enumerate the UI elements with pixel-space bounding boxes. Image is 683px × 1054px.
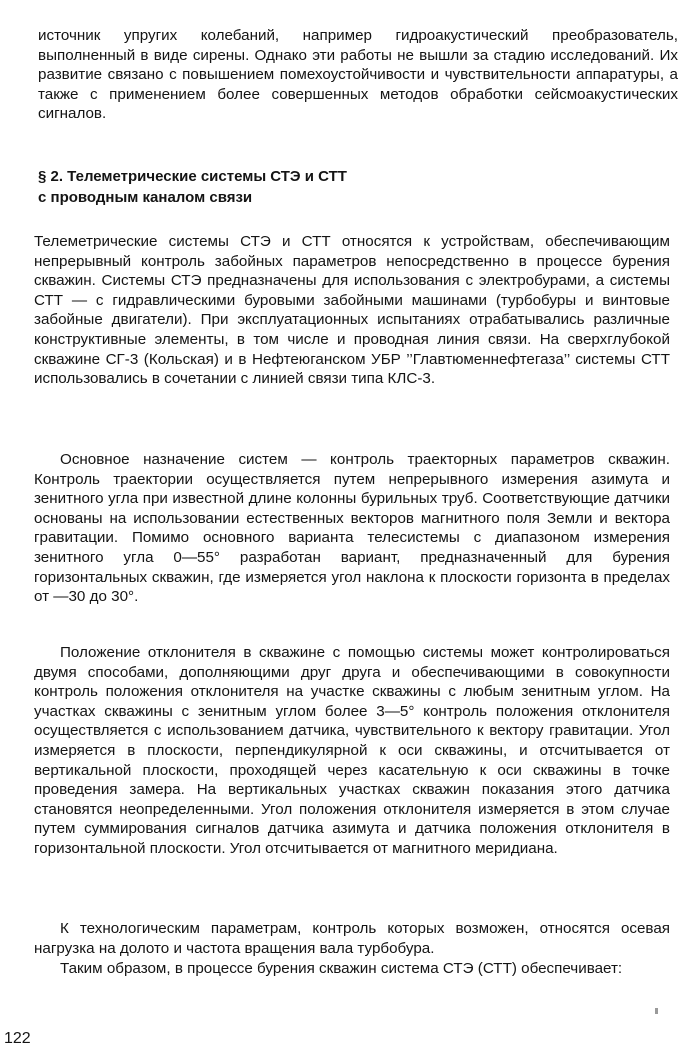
page-number: 122 — [4, 1030, 31, 1047]
scan-artifact — [655, 1008, 658, 1014]
section-heading-line-1: § 2. Телеметрические системы СТЭ и СТТ — [38, 168, 347, 185]
paragraph-systems-overview: Телеметрические системы СТЭ и СТТ относятся к устройствам, обеспечивающим непрерывный контроль забойных параметров непосредственно в процессе бурения скважин. Системы СТЭ предназначены для использования с электробурами, а системы СТТ — с гидравлическими буровыми забойными машинами (турбобуры и винтовые забойные двигатели). При эксплуатационных испытаниях отрабатывались различные конструктивные элементы, в том числе и проводная линия связи. На сверхглубокой скважине СГ-3 (Кольская) и в Нефтеюганском УБР ’’Главтюменнефтегаза’’ системы СТТ использовались в сочетании с линией связи типа КЛС-3. — [34, 233, 670, 388]
paragraph-intro-continuation: источник упругих колебаний, например гидроакустический преобразователь, выполненный в виде сирены. Однако эти работы не вышли за стадию исследований. Их развитие связано с повышением помехоустойчивости и чувствительности аппаратуры, а также с применением более совершенных методов обработки сейсмоакустических сигналов. — [38, 27, 678, 123]
paragraph-summary-lead: Таким образом, в процессе бурения скважин система СТЭ (СТТ) обеспечивает: — [60, 960, 623, 977]
section-heading-line-2: с проводным каналом связи — [38, 189, 253, 206]
paragraph-technological-parameters: К технологическим параметрам, контроль которых возможен, относятся осевая нагрузка на долото и частота вращения вала турбобура. — [34, 920, 670, 957]
paragraph-purpose: Основное назначение систем — контроль траекторных параметров скважин. Контроль траектории осуществляется путем непрерывного измерения азимута и зенитного угла при известной длине колонны бурильных труб. Соответствующие датчики основаны на использовании естественных векторов магнитного поля Земли и вектора гравитации. Помимо основного варианта телесистемы с диапазоном измерения зенитного угла 0—55° разработан вариант, предназначенный для бурения горизонтальных скважин, где измеряется угол наклона к плоскости горизонта в пределах от —30 до 30°. — [34, 451, 670, 606]
paragraph-deflector-position: Положение отклонителя в скважине с помощью системы может контролироваться двумя способами, дополняющими друг друга и обеспечивающими в совокупности контроль положения отклонителя на участке скважины с любым зенитным углом. На участках скважины с зенитным углом более 3—5° контроль положения отклонителя осуществляется с использованием датчика, чувствительного к вектору гравитации. Угол измеряется в плоскости, перпендикулярной к оси скважины, и отсчитывается от вертикальной плоскости, проходящей через касательную к оси скважины в точке проведения замера. На вертикальных участках скважин показания этого датчика становятся неопределенными. Угол положения отклонителя измеряется в этом случае путем суммирования сигналов датчика азимута и датчика положения отклонителя в горизонтальной плоскости. Угол отсчитывается от магнитного меридиана. — [34, 644, 670, 857]
section-heading — [38, 166, 498, 208]
